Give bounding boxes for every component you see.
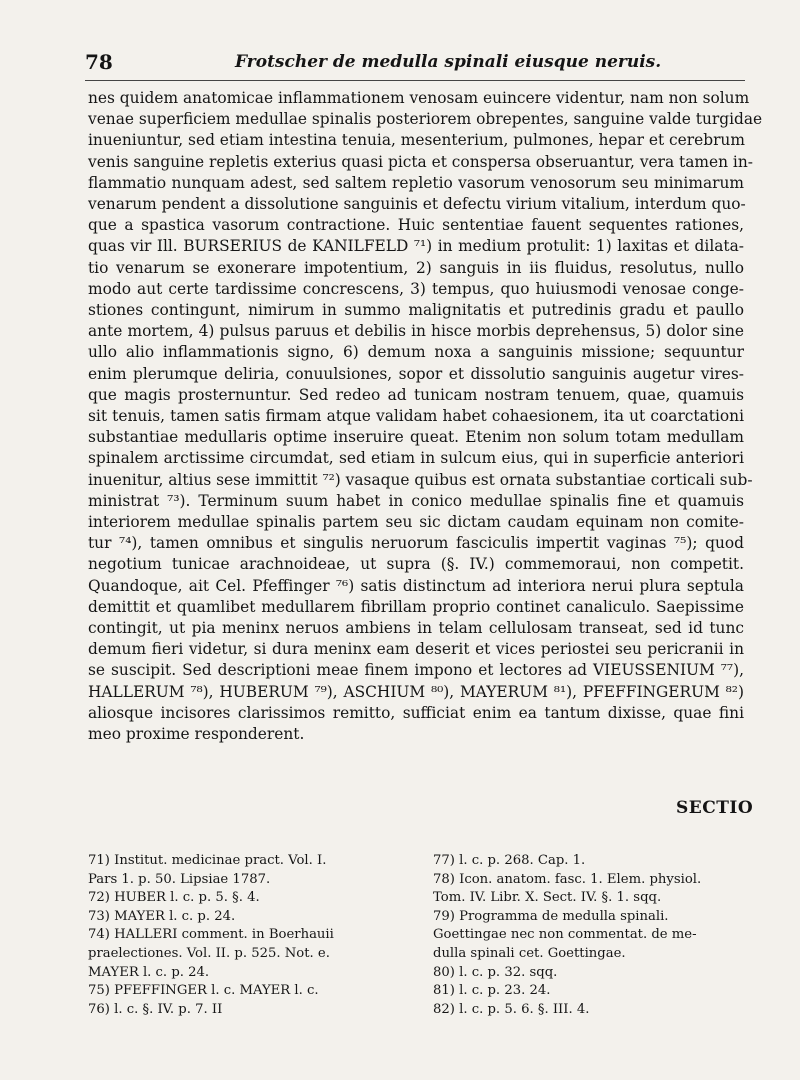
footnote-line: 72) HUBER l. c. p. 5. §. 4. [88, 890, 260, 906]
footnote-line: 77) l. c. p. 268. Cap. 1. [433, 853, 586, 868]
footnote-line: 75) PFEFFINGER l. c. MAYER l. c. [88, 983, 319, 999]
text-line: venae superficiem medullae spinalis posteriorem obrepentes, sanguine valde turgidae [88, 110, 763, 129]
footnote-line: praelectiones. Vol. II. p. 525. Not. e. [88, 945, 330, 961]
footnote-line: Goettingae nec non commentat. de me- [433, 927, 697, 943]
page-number: 78 [85, 50, 113, 74]
text-line: Quandoque, ait Cel. Pfeffinger ⁷⁶) satis distinctum ad interiora nerui plura septula [88, 576, 744, 595]
footnotes-left-column [88, 852, 428, 1019]
text-line: que magis prosternuntur. Sed redeo ad tunicam nostram tenuem, quae, quamuis [88, 385, 744, 404]
text-line: demittit et quamlibet medullarem fibrillam proprio continet canaliculo. Saepissime [88, 597, 744, 616]
text-line: ministrat ⁷³). Terminum suum habet in conico medullae spinalis fine et quamuis [88, 491, 744, 510]
footnote-line: dulla spinali cet. Goettingae. [433, 945, 626, 961]
footnote-line: Pars 1. p. 50. Lipsiae 1787. [88, 871, 271, 887]
footnote-line: 71) Institut. medicinae pract. Vol. I. [88, 853, 327, 868]
text-line: ante mortem, 4) pulsus paruus et debilis in hisce morbis deprehensus, 5) dolor sine [88, 322, 744, 341]
footnote-line: 82) l. c. p. 5. 6. §. III. 4. [433, 1001, 590, 1017]
text-line: modo aut certe tardissime concrescens, 3) tempus, quo huiusmodi venosae conge- [88, 279, 744, 298]
text-line: contingit, ut pia meninx neruos ambiens in telam cellulosam transeat, sed id tunc [88, 619, 744, 638]
footnotes [88, 852, 748, 1032]
page-header [85, 50, 745, 80]
text-line: substantiae medullaris optime inseruire queat. Etenim non solum totam medullam [88, 428, 744, 447]
footnote-line: 80) l. c. p. 32. sqq. [433, 964, 558, 980]
text-line: tur ⁷⁴), tamen omnibus et singulis neruorum fasciculis impertit vaginas ⁷⁵); quod [88, 534, 744, 553]
footnote-line: 76) l. c. §. IV. p. 7. II [88, 1001, 223, 1017]
footnotes-right-column [433, 852, 748, 1019]
text-line: meo proxime responderent. [88, 725, 305, 744]
text-line: stiones contingunt, nimirum in summo malignitatis et putredinis gradu et paullo [88, 301, 744, 320]
header-rule [85, 80, 745, 81]
text-line: nes quidem anatomicae inflammationem venosam euincere videntur, nam non solum [88, 89, 750, 107]
text-line: spinalem arctissime circumdat, sed etiam in sulcum eius, qui in superficie anteriori [88, 449, 744, 468]
footnote-line: 74) HALLERI comment. in Boerhauii [88, 927, 334, 943]
text-line: flammatio nunquam adest, sed saltem repletio vasorum venosorum seu minimarum [88, 173, 744, 192]
footnote-line: 81) l. c. p. 23. 24. [433, 983, 551, 999]
text-line: se suscipit. Sed descriptioni meae finem impono et lectores ad VIEUSSENIUM ⁷⁷), [88, 661, 744, 680]
footnote-line: Tom. IV. Libr. X. Sect. IV. §. 1. sqq. [433, 890, 662, 906]
text-line: que a spastica vasorum contractione. Huic sententiae fauent sequentes rationes, [88, 216, 744, 235]
text-line: tio venarum se exonerare impotentium, 2) sanguis in iis fluidus, resolutus, nullo [88, 258, 744, 277]
text-line: interiorem medullae spinalis partem seu sic dictam caudam equinam non comite- [88, 513, 744, 532]
running-head: Frotscher de medulla spinali eiusque neruis. [235, 52, 662, 72]
text-line: enim plerumque deliria, conuulsiones, sopor et dissolutio sanguinis augetur vires- [88, 364, 744, 383]
footnote-line: 73) MAYER l. c. p. 24. [88, 908, 236, 924]
text-line: sit tenuis, tamen satis firmam atque validam habet cohaesionem, ita ut coarctationi [88, 407, 744, 426]
text-line: inueniuntur, sed etiam intestina tenuia, mesenterium, pulmones, hepar et cerebrum [88, 131, 745, 150]
text-line: venarum pendent a dissolutione sanguinis et defectu virium vitalium, interdum quo- [88, 195, 746, 214]
text-line: quas vir Ill. BURSERIUS de KANILFELD ⁷¹) in medium protulit: 1) laxitas et dilata- [88, 237, 744, 256]
text-line: demum fieri videtur, si dura meninx eam deserit et vices periostei seu pericranii in [88, 640, 744, 659]
text-line: aliosque incisores clarissimos remitto, sufficiat enim ea tantum dixisse, quae fini [88, 703, 744, 722]
footnote-line: MAYER l. c. p. 24. [88, 964, 210, 980]
main-text [88, 88, 763, 745]
catchword: SECTIO [676, 798, 754, 818]
text-line: negotium tunicae arachnoideae, ut supra (§. IV.) commemoraui, non competit. [88, 555, 744, 574]
footnote-line: 78) Icon. anatom. fasc. 1. Elem. physiol. [433, 871, 702, 887]
footnote-line: 79) Programma de medulla spinali. [433, 908, 669, 924]
text-line: HALLERUM ⁷⁸), HUBERUM ⁷⁹), ASCHIUM ⁸⁰), MAYERUM ⁸¹), PFEFFINGERUM ⁸²) [88, 682, 744, 701]
text-line: venis sanguine repletis exterius quasi picta et conspersa obseruantur, vera tamen in- [88, 152, 753, 171]
text-line: inuenitur, altius sese immittit ⁷²) vasaque quibus est ornata substantiae corticali sub- [88, 470, 753, 489]
text-line: ullo alio inflammationis signo, 6) demum noxa a sanguinis missione; sequuntur [88, 343, 744, 362]
